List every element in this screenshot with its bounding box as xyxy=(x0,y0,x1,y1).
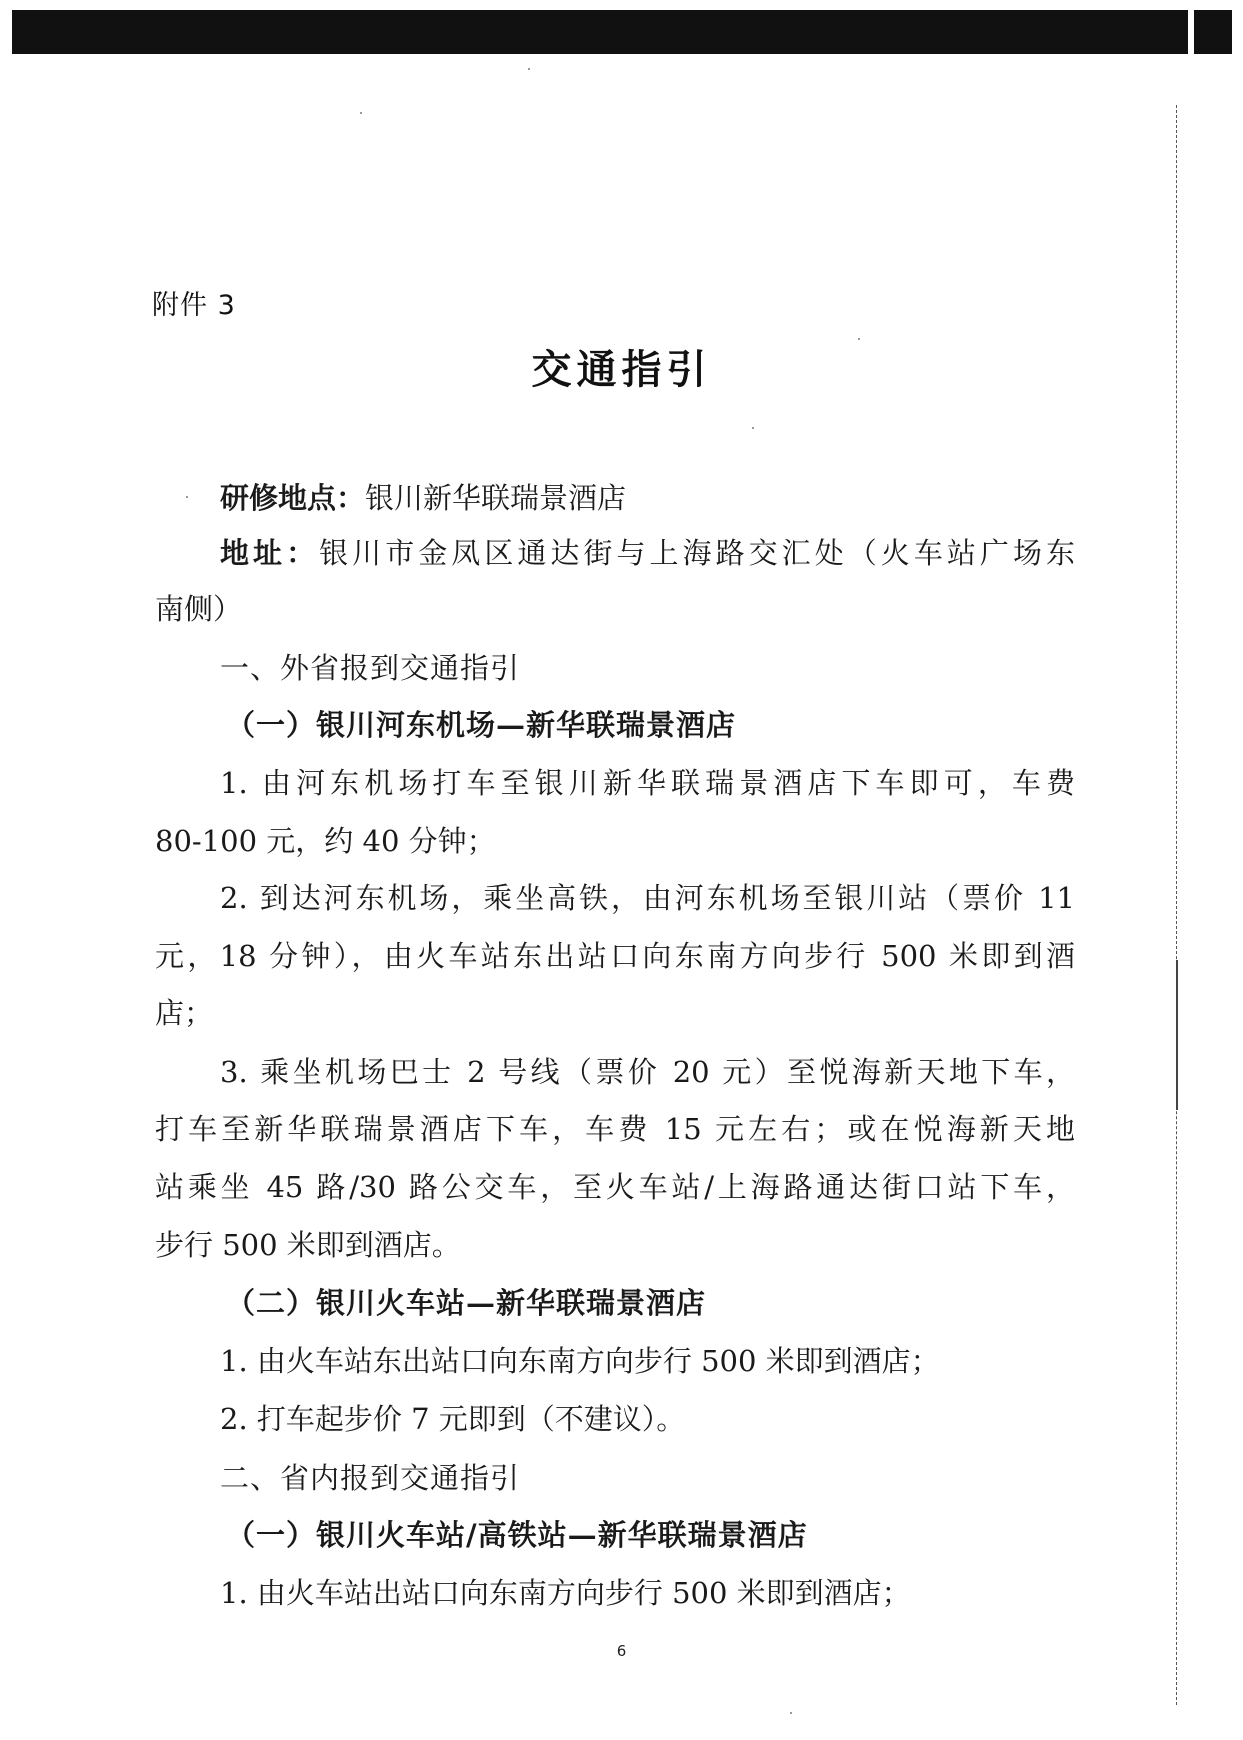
address-label: 地址： xyxy=(220,536,320,570)
section1-heading: 一、外省报到交通指引 xyxy=(220,651,521,685)
section1-sub1-item1-line1: 1. 由河东机场打车至银川新华联瑞景酒店下车即可，车费 xyxy=(220,766,1075,800)
section1-sub1-item3-line3: 站乘坐 45 路/30 路公交车，至火车站/上海路通达街口站下车， xyxy=(155,1170,1075,1204)
scan-speck xyxy=(752,427,754,429)
section1-sub1-item2-line1: 2. 到达河东机场，乘坐高铁，由河东机场至银川站（票价 11 xyxy=(220,881,1075,915)
section1-sub1-heading: （一）银川河东机场—新华联瑞景酒店 xyxy=(226,708,737,742)
section1-sub1-item2-line2: 元，18 分钟），由火车站东出站口向东南方向步行 500 米即到酒 xyxy=(155,939,1075,973)
section1-sub1-item3-line4: 步行 500 米即到酒店。 xyxy=(155,1228,461,1262)
scan-top-bar xyxy=(12,10,1232,54)
section1-sub1-item3-line1: 3. 乘坐机场巴士 2 号线（票价 20 元）至悦海新天地下车， xyxy=(220,1055,1075,1089)
section1-sub1-item3-line2: 打车至新华联瑞景酒店下车，车费 15 元左右；或在悦海新天地 xyxy=(155,1112,1075,1146)
section1-sub2-item2: 2. 打车起步价 7 元即到（不建议）。 xyxy=(220,1402,686,1436)
scan-speck xyxy=(528,68,530,70)
address-value-line1: 银川市金凤区通达街与上海路交汇处（火车站广场东 xyxy=(319,536,1075,570)
scan-speck xyxy=(790,1712,792,1714)
section1-sub2-heading: （二）银川火车站—新华联瑞景酒店 xyxy=(226,1286,707,1320)
page-number: 6 xyxy=(616,1642,627,1660)
section1-sub1-item1-line2: 80-100 元，约 40 分钟； xyxy=(155,824,496,858)
venue-value: 银川新华联瑞景酒店 xyxy=(365,481,627,515)
scan-speck xyxy=(360,112,362,114)
address-line xyxy=(220,533,1075,573)
address-value-line2: 南侧） xyxy=(155,592,243,626)
section2-sub1-item1: 1. 由火车站出站口向东南方向步行 500 米即到酒店； xyxy=(220,1576,911,1610)
section1-sub1-item2-line3: 店； xyxy=(155,996,214,1030)
scan-bar-gap xyxy=(1188,10,1194,54)
scan-speck xyxy=(186,496,188,498)
scan-right-edge-solid xyxy=(1176,960,1178,1110)
page-title: 交通指引 xyxy=(531,347,712,393)
attachment-label: 附件 3 xyxy=(152,290,236,321)
venue-line xyxy=(220,478,1075,518)
section2-heading: 二、省内报到交通指引 xyxy=(220,1461,521,1495)
section2-sub1-heading: （一）银川火车站/高铁站—新华联瑞景酒店 xyxy=(226,1518,808,1552)
section1-sub2-item1: 1. 由火车站东出站口向东南方向步行 500 米即到酒店； xyxy=(220,1344,940,1378)
venue-label: 研修地点： xyxy=(220,481,366,515)
